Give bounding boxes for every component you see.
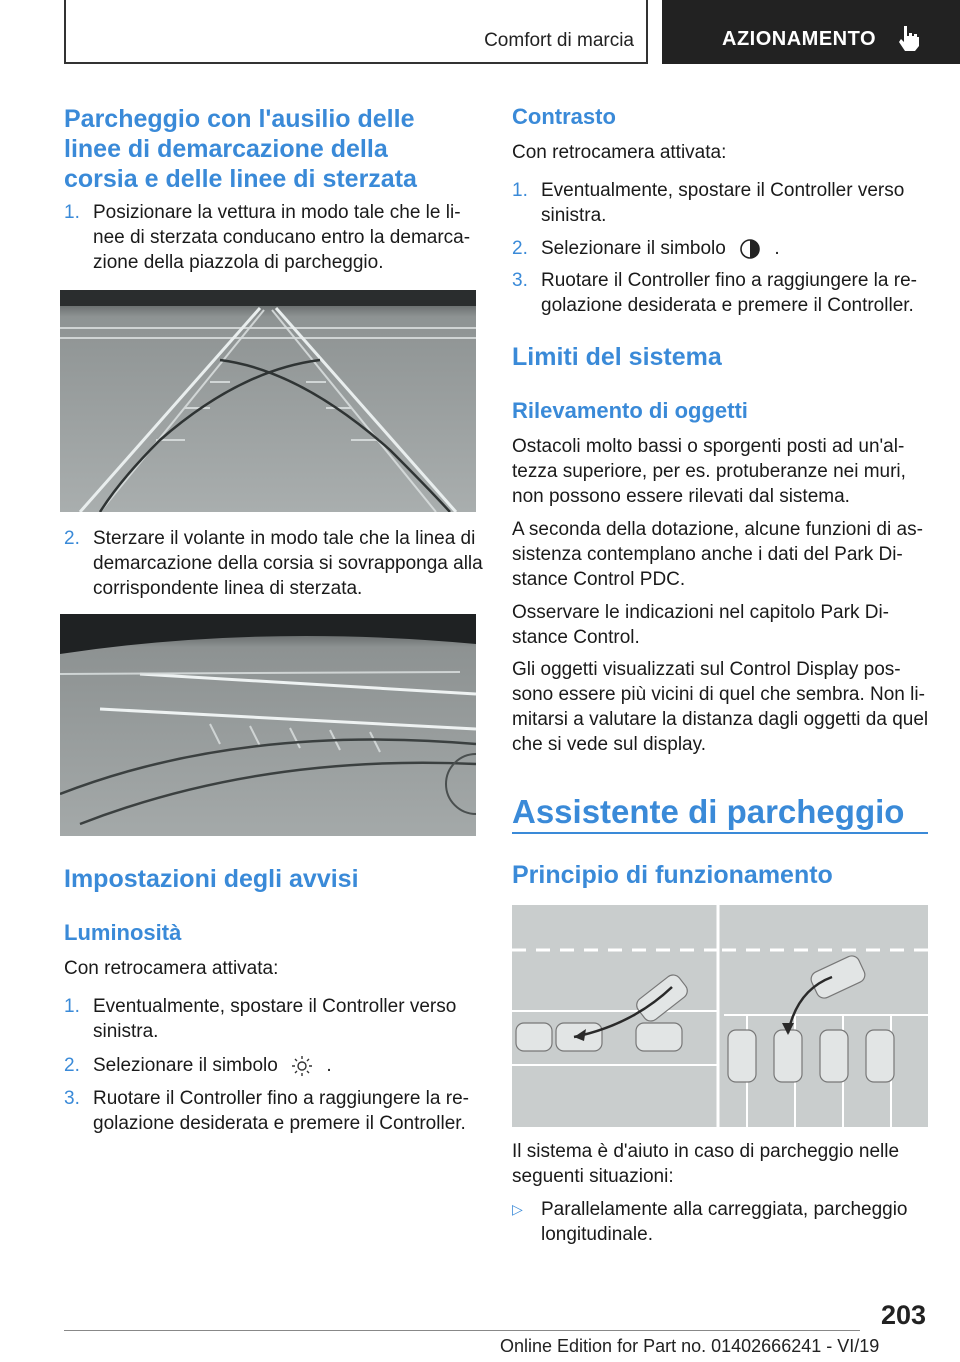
paragraph-pdc-data: A seconda della dotazione, alcune funzioni di as- sistenza contemplano anche i dati del Park Di- stance Control PDC. [512, 519, 923, 590]
step-text: Ruotare il Controller fino a raggiungere la re- [93, 1088, 469, 1109]
step-text: Eventualmente, spostare il Controller verso [541, 180, 905, 201]
step-text: Selezionare il simbolo [93, 1055, 278, 1076]
hand-pointer-icon [896, 24, 922, 52]
step-number: 1. [512, 180, 528, 201]
step-text: Selezionare il simbolo [541, 238, 726, 259]
brightness-intro: Con retrocamera attivata: [64, 958, 279, 979]
title-line: Parcheggio con l'ausilio delle [64, 105, 415, 133]
contrast-title: Contrasto [512, 104, 616, 129]
title-underline [512, 832, 928, 834]
brightness-step-3 [64, 1086, 484, 1138]
step-text: demarcazione della corsia si sovrapponga alla [93, 553, 483, 574]
contrast-icon [739, 238, 761, 260]
brightness-step-2 [64, 1053, 484, 1079]
brightness-icon [291, 1055, 313, 1077]
rear-camera-steering-lines-image [60, 290, 476, 512]
step-steer-wheel [64, 526, 484, 604]
contrast-step-3 [512, 268, 928, 320]
step-text: golazione desiderata e premere il Controller. [541, 295, 914, 316]
step-text: Eventualmente, spostare il Controller verso [93, 996, 457, 1017]
title-line: corsia e delle linee di sterzata [64, 165, 417, 193]
principle-title: Principio di funzionamento [512, 861, 833, 889]
step-number: 1. [64, 996, 80, 1017]
footer-divider [64, 1330, 860, 1331]
title-line: linee di demarcazione della [64, 135, 388, 163]
step-position-vehicle [64, 200, 484, 278]
step-text: Ruotare il Controller fino a raggiungere la re- [541, 270, 917, 291]
step-text: sinistra. [93, 1021, 159, 1042]
contrast-step-2 [512, 236, 928, 262]
paragraph-system-situations: Il sistema è d'aiuto in caso di parcheggio nelle seguenti situazioni: [512, 1141, 900, 1187]
limits-title: Limiti del sistema [512, 343, 722, 371]
parking-assistant-title: Assistente di parcheggio [512, 793, 905, 830]
step-text: Sterzare il volante in modo tale che la linea di [93, 528, 476, 549]
bullet-text: Parallelamente alla carreggiata, parcheggio [541, 1199, 908, 1220]
step-text: nee di sterzata conducano entro la demarca- [93, 227, 471, 248]
contrast-step-1 [512, 178, 928, 230]
header-chapter-title: AZIONAMENTO [722, 28, 877, 50]
footer-edition: Online Edition for Part no. 01402666241 - VI/19 [500, 1336, 880, 1356]
header-section-box [64, 0, 648, 64]
step-text: zione della piazzola di parcheggio. [93, 252, 384, 273]
step-number: 2. [64, 1055, 80, 1076]
bullet-parallel-parking [512, 1197, 928, 1249]
step-text: corrispondente linea di sterzata. [93, 578, 363, 599]
step-text: sinistra. [541, 205, 607, 226]
bullet-text: longitudinale. [541, 1224, 653, 1245]
parking-diagram [512, 905, 928, 1127]
step-number: 3. [64, 1088, 80, 1109]
step-text: golazione desiderata e premere il Controller. [93, 1113, 466, 1134]
paragraph-low-obstacles: Ostacoli molto bassi o sporgenti posti ad un'al- tezza superiore, per es. protuberanze nei muri, non possono essere rilevati dal sistema. [512, 436, 906, 507]
page-number: 203 [880, 1300, 926, 1330]
triangle-bullet-icon: ▷ [512, 1201, 523, 1217]
warnings-title: Impostazioni degli avvisi [64, 865, 359, 893]
step-number: 3. [512, 270, 528, 291]
header-section-title: Comfort di marcia [484, 30, 634, 51]
step-number: 1. [64, 202, 80, 223]
detection-title: Rilevamento di oggetti [512, 398, 748, 423]
step-number: 2. [512, 238, 528, 259]
step-text-end: . [326, 1055, 332, 1076]
step-text: Posizionare la vettura in modo tale che le li- [93, 202, 461, 223]
section-title-lane-markings [64, 104, 484, 194]
header-chapter-box [662, 0, 960, 64]
paragraph-display-distance: Gli oggetti visualizzati sul Control Display pos- sono essere più vicini di quel che sembra. Non li- mitarsi a valutare la distanza dagli oggetti da quel che si vede sul display. [512, 659, 929, 755]
step-text-end: . [774, 238, 780, 259]
brightness-step-1 [64, 994, 484, 1046]
contrast-intro: Con retrocamera attivata: [512, 142, 727, 163]
step-number: 2. [64, 528, 80, 549]
rear-camera-overlapping-lines-image [60, 614, 476, 836]
brightness-title: Luminosità [64, 920, 182, 945]
paragraph-see-chapter: Osservare le indicazioni nel capitolo Park Di- stance Control. [512, 602, 889, 648]
